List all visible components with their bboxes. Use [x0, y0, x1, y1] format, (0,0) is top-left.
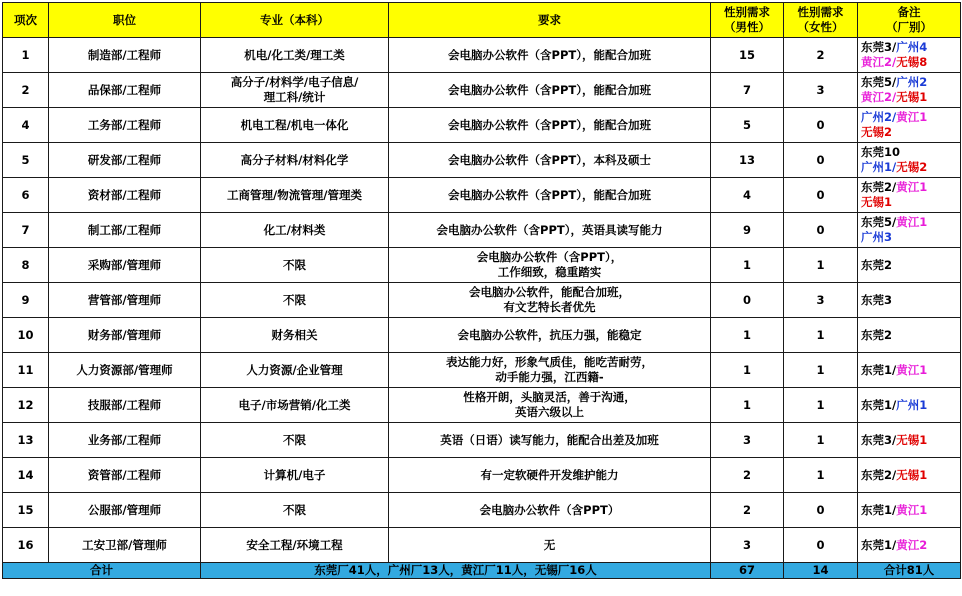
male-count-cell: 1 — [711, 388, 784, 423]
male-count-cell: 1 — [711, 318, 784, 353]
total-row — [3, 563, 961, 579]
row-no-cell: 7 — [3, 213, 49, 248]
factory-count: 广州2 — [896, 75, 928, 89]
table-row — [3, 178, 961, 213]
row-no-cell: 5 — [3, 143, 49, 178]
female-count-cell: 0 — [784, 493, 858, 528]
factory-count: 东莞2 — [861, 327, 893, 342]
male-count-cell: 13 — [711, 143, 784, 178]
major-cell: 不限 — [201, 248, 389, 283]
factory-note-cell — [858, 458, 961, 493]
factory-count: 无锡1 — [896, 467, 928, 482]
male-count-cell: 1 — [711, 353, 784, 388]
factory-count: 黄江1 — [896, 502, 928, 517]
male-count-cell: 2 — [711, 493, 784, 528]
factory-count: 无锡8 — [896, 55, 928, 69]
factory-count: 东莞10 — [861, 145, 901, 159]
major-cell: 人力资源/企业管理 — [201, 353, 389, 388]
requirement-cell: 无 — [389, 528, 711, 563]
female-count-cell: 2 — [784, 38, 858, 73]
row-no-cell: 8 — [3, 248, 49, 283]
position-cell: 工务部/工程师 — [49, 108, 201, 143]
position-cell: 资管部/工程师 — [49, 458, 201, 493]
header-position: 职位 — [49, 3, 201, 38]
factory-count: 广州4 — [896, 40, 928, 54]
row-no-cell: 15 — [3, 493, 49, 528]
factory-note-cell — [858, 248, 961, 283]
requirement-cell: 会电脑办公软件（含PPT），能配合加班 — [389, 38, 711, 73]
row-no-cell: 9 — [3, 283, 49, 318]
male-count-cell: 5 — [711, 108, 784, 143]
row-no-cell: 13 — [3, 423, 49, 458]
factory-count: 黄江2 — [896, 537, 928, 552]
position-cell: 公服部/管理师 — [49, 493, 201, 528]
major-cell: 安全工程/环境工程 — [201, 528, 389, 563]
header-note: 备注 （厂别） — [858, 3, 961, 38]
position-cell: 研发部/工程师 — [49, 143, 201, 178]
factory-note-cell — [858, 108, 961, 143]
female-count-cell: 0 — [784, 528, 858, 563]
factory-note-cell — [858, 283, 961, 318]
position-cell: 人力资源部/管理师 — [49, 353, 201, 388]
female-count-cell: 3 — [784, 73, 858, 108]
position-cell: 业务部/工程师 — [49, 423, 201, 458]
factory-note-cell — [858, 73, 961, 108]
factory-count: 东莞2 — [861, 257, 893, 272]
table-row — [3, 458, 961, 493]
table-row — [3, 213, 961, 248]
table-row — [3, 283, 961, 318]
requirement-cell: 性格开朗，头脑灵活，善于沟通， 英语六级以上 — [389, 388, 711, 423]
male-count-cell: 9 — [711, 213, 784, 248]
table-row — [3, 38, 961, 73]
header-male: 性别需求 （男性） — [711, 3, 784, 38]
requirement-cell: 会电脑办公软件（含PPT），能配合加班 — [389, 178, 711, 213]
requirement-cell: 英语（日语）读写能力，能配合出差及加班 — [389, 423, 711, 458]
factory-count: 东莞1/ — [861, 537, 897, 552]
factory-count: 黄江1 — [896, 362, 928, 377]
factory-count: 东莞3 — [861, 292, 893, 307]
major-cell: 财务相关 — [201, 318, 389, 353]
male-count-cell: 3 — [711, 528, 784, 563]
factory-note-cell — [858, 493, 961, 528]
factory-count: 广州1/ — [861, 160, 897, 174]
requirement-cell: 会电脑办公软件（含PPT）， 工作细致，稳重踏实 — [389, 248, 711, 283]
row-no-cell: 1 — [3, 38, 49, 73]
major-cell: 电子/市场营销/化工类 — [201, 388, 389, 423]
table-row — [3, 493, 961, 528]
factory-count: 无锡1 — [896, 432, 928, 447]
requirement-cell: 有一定软硬件开发维护能力 — [389, 458, 711, 493]
requirement-cell: 表达能力好，形象气质佳，能吃苦耐劳， 动手能力强，江西籍- — [389, 353, 711, 388]
requirement-cell: 会电脑办公软件（含PPT），能配合加班 — [389, 73, 711, 108]
header-no: 项次 — [3, 3, 49, 38]
female-count-cell: 0 — [784, 143, 858, 178]
table-body — [3, 38, 961, 563]
major-cell: 计算机/电子 — [201, 458, 389, 493]
factory-count: 广州2/ — [861, 110, 897, 124]
factory-note-cell — [858, 318, 961, 353]
factory-count: 黄江2/ — [861, 90, 897, 104]
female-count-cell: 1 — [784, 318, 858, 353]
factory-count: 东莞1/ — [861, 362, 897, 377]
header-requirement: 要求 — [389, 3, 711, 38]
table-row — [3, 73, 961, 108]
row-no-cell: 10 — [3, 318, 49, 353]
factory-note-cell — [858, 178, 961, 213]
factory-note-cell — [858, 423, 961, 458]
requirement-cell: 会电脑办公软件（含PPT） — [389, 493, 711, 528]
female-count-cell: 1 — [784, 423, 858, 458]
factory-count: 东莞3/ — [861, 432, 897, 447]
major-cell: 高分子/材料学/电子信息/ 理工科/统计 — [201, 73, 389, 108]
factory-note-cell — [858, 388, 961, 423]
position-cell: 营管部/管理师 — [49, 283, 201, 318]
factory-count: 无锡1 — [861, 195, 893, 209]
major-cell: 机电/化工类/理工类 — [201, 38, 389, 73]
female-count-cell: 1 — [784, 458, 858, 493]
major-cell: 不限 — [201, 423, 389, 458]
factory-count: 无锡1 — [896, 90, 928, 104]
male-count-cell: 4 — [711, 178, 784, 213]
major-cell: 高分子材料/材料化学 — [201, 143, 389, 178]
female-count-cell: 0 — [784, 108, 858, 143]
position-cell: 制工部/工程师 — [49, 213, 201, 248]
male-count-cell: 1 — [711, 248, 784, 283]
factory-count: 东莞3/ — [861, 40, 897, 54]
position-cell: 工安卫部/管理师 — [49, 528, 201, 563]
header-row — [3, 3, 961, 38]
position-cell: 技服部/工程师 — [49, 388, 201, 423]
total-summary: 东莞厂41人，广州厂13人，黄江厂11人，无锡厂16人 — [201, 563, 711, 579]
requirement-cell: 会电脑办公软件（含PPT），英语具读写能力 — [389, 213, 711, 248]
factory-count: 无锡2 — [896, 160, 928, 174]
female-count-cell: 0 — [784, 213, 858, 248]
total-label: 合计 — [3, 563, 201, 579]
male-count-cell: 3 — [711, 423, 784, 458]
factory-note-cell — [858, 528, 961, 563]
female-count-cell: 0 — [784, 178, 858, 213]
male-count-cell: 2 — [711, 458, 784, 493]
row-no-cell: 4 — [3, 108, 49, 143]
male-count-cell: 15 — [711, 38, 784, 73]
factory-count: 无锡2 — [861, 125, 893, 139]
total-note: 合计81人 — [858, 563, 961, 579]
recruitment-table — [2, 2, 961, 579]
factory-count: 东莞5/ — [861, 215, 897, 229]
factory-count: 黄江1 — [896, 110, 928, 124]
major-cell: 不限 — [201, 493, 389, 528]
position-cell: 财务部/管理师 — [49, 318, 201, 353]
major-cell: 机电工程/机电一体化 — [201, 108, 389, 143]
factory-count: 黄江2/ — [861, 55, 897, 69]
position-cell: 资材部/工程师 — [49, 178, 201, 213]
female-count-cell: 3 — [784, 283, 858, 318]
major-cell: 不限 — [201, 283, 389, 318]
major-cell: 工商管理/物流管理/管理类 — [201, 178, 389, 213]
table-row — [3, 248, 961, 283]
row-no-cell: 16 — [3, 528, 49, 563]
factory-note-cell — [858, 143, 961, 178]
table-row — [3, 143, 961, 178]
row-no-cell: 6 — [3, 178, 49, 213]
factory-count: 东莞1/ — [861, 397, 897, 412]
factory-count: 东莞1/ — [861, 502, 897, 517]
factory-note-cell — [858, 38, 961, 73]
position-cell: 采购部/管理师 — [49, 248, 201, 283]
factory-count: 广州3 — [861, 230, 893, 244]
female-count-cell: 1 — [784, 248, 858, 283]
position-cell: 制造部/工程师 — [49, 38, 201, 73]
total-male: 67 — [711, 563, 784, 579]
total-female: 14 — [784, 563, 858, 579]
row-no-cell: 2 — [3, 73, 49, 108]
male-count-cell: 0 — [711, 283, 784, 318]
table-row — [3, 108, 961, 143]
row-no-cell: 14 — [3, 458, 49, 493]
row-no-cell: 11 — [3, 353, 49, 388]
major-cell: 化工/材料类 — [201, 213, 389, 248]
row-no-cell: 12 — [3, 388, 49, 423]
factory-count: 黄江1 — [896, 215, 928, 229]
factory-count: 黄江1 — [896, 180, 928, 194]
position-cell: 品保部/工程师 — [49, 73, 201, 108]
female-count-cell: 1 — [784, 353, 858, 388]
factory-note-cell — [858, 213, 961, 248]
requirement-cell: 会电脑办公软件（含PPT），本科及硕士 — [389, 143, 711, 178]
header-female: 性别需求 （女性） — [784, 3, 858, 38]
table-row — [3, 353, 961, 388]
requirement-cell: 会电脑办公软件，能配合加班， 有文艺特长者优先 — [389, 283, 711, 318]
table-row — [3, 528, 961, 563]
factory-count: 东莞5/ — [861, 75, 897, 89]
table-row — [3, 318, 961, 353]
table-row — [3, 423, 961, 458]
header-major: 专业（本科） — [201, 3, 389, 38]
factory-count: 广州1 — [896, 397, 928, 412]
requirement-cell: 会电脑办公软件，抗压力强，能稳定 — [389, 318, 711, 353]
factory-count: 东莞2/ — [861, 467, 897, 482]
female-count-cell: 1 — [784, 388, 858, 423]
table-row — [3, 388, 961, 423]
male-count-cell: 7 — [711, 73, 784, 108]
requirement-cell: 会电脑办公软件（含PPT），能配合加班 — [389, 108, 711, 143]
factory-note-cell — [858, 353, 961, 388]
factory-count: 东莞2/ — [861, 180, 897, 194]
